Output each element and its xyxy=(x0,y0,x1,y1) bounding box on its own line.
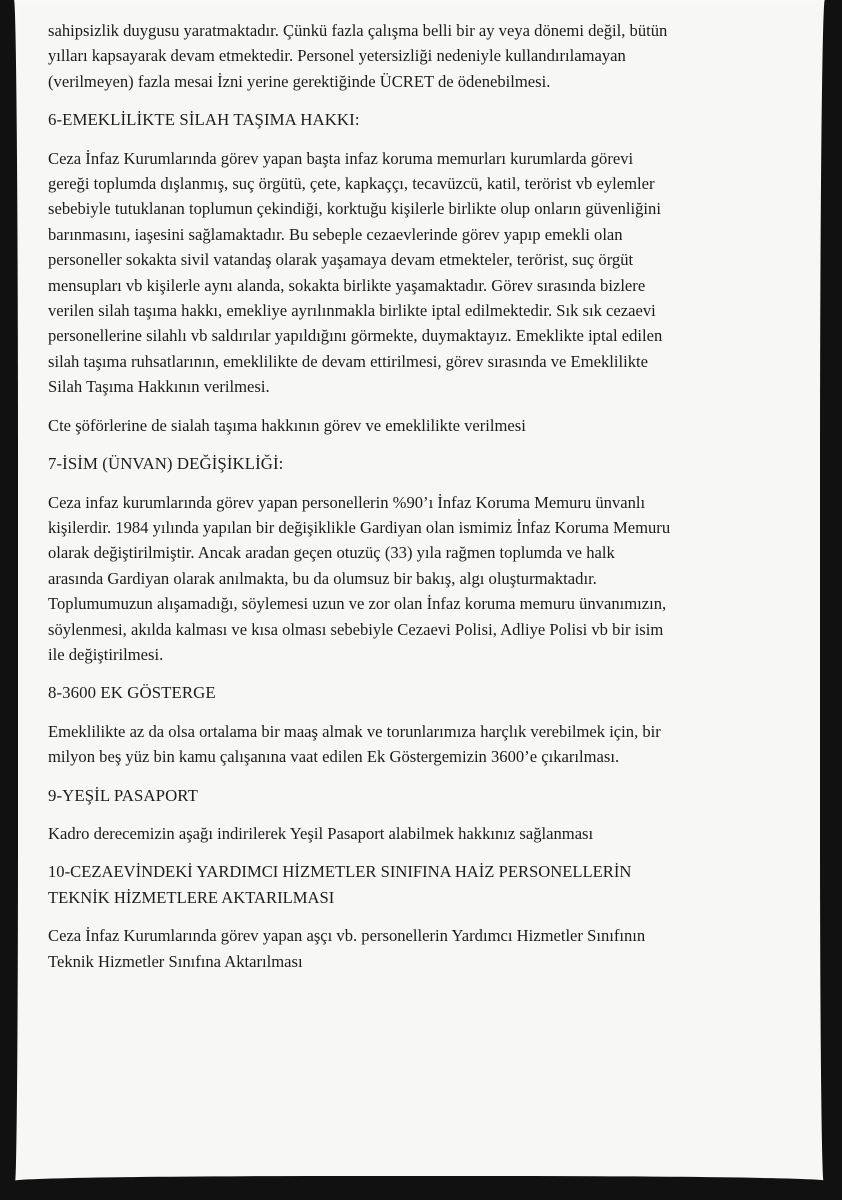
text-line: Teknik Hizmetler Sınıfına Aktarılması xyxy=(48,951,303,971)
section-6-paragraph xyxy=(48,146,798,400)
text-line: kişilerdir. 1984 yılında yapılan bir değişiklikle Gardiyan olan ismimiz İnfaz Koruma Memuru xyxy=(48,517,671,537)
section-8-paragraph xyxy=(48,719,798,770)
torn-left-edge xyxy=(8,0,18,1182)
section-10-heading xyxy=(48,859,798,910)
text-line: arasında Gardiyan olarak anılmakta, bu da olumsuz bir bakış, algı oluşturmaktadır. xyxy=(48,568,597,588)
text-line: gereği toplumda dışlanmış, suç örgütü, çete, kapkaççı, tecavüzcü, katil, terörist vb eylemler xyxy=(48,174,655,194)
text-line: söylenmesi, akılda kalması ve kısa olması sebebiyle Cezaevi Polisi, Adliye Polisi vb bir isim xyxy=(48,619,664,639)
intro-paragraph xyxy=(48,18,798,94)
text-line: sebebiyle tutuklanan toplumun çekindiği, korktuğu kişilerle birlikte olup onların güvenliğini xyxy=(48,199,661,219)
section-7-heading: 7-İSİM (ÜNVAN) DEĞİŞİKLİĞİ: xyxy=(48,454,284,474)
torn-bottom-edge xyxy=(14,1176,826,1188)
text-line: barınmasını, iaşesini sağlamaktadır. Bu sebeple cezaevlerinde görev yapıp emekli olan xyxy=(48,224,623,244)
text-line: mensupları vb kişilerle aynı alanda, sokakta birlikte yaşamaktadır. Görev sırasında bizlere xyxy=(48,275,646,295)
section-8-heading: 8-3600 EK GÖSTERGE xyxy=(48,683,216,703)
text-line: Emeklilikte az da olsa ortalama bir maaş almak ve torunlarımıza harçlık verebilmek için, bir xyxy=(48,721,661,741)
section-6-heading: 6-EMEKLİLİKTE SİLAH TAŞIMA HAKKI: xyxy=(48,110,360,130)
text-line: yılları kapsayarak devam etmektedir. Personel yetersizliği nedeniyle kullandırılamayan xyxy=(48,46,626,66)
text-line: verilen silah taşıma hakkı, emekliye ayrılınmakla birlikte iptal edilmektedir. Sık sık cezaevi xyxy=(48,301,656,321)
text-line: Silah Taşıma Hakkının verilmesi. xyxy=(48,377,270,397)
heading-line: 10-CEZAEVİNDEKİ YARDIMCI HİZMETLER SINIFINA HAİZ PERSONELLERİN xyxy=(48,862,632,882)
text-line: Toplumumuzun alışamadığı, söylemesi uzun ve zor olan İnfaz koruma memuru ünvanımızın, xyxy=(48,594,667,614)
text-line: (verilmeyen) fazla mesai İzni yerine gerektiğinde ÜCRET de ödenebilmesi. xyxy=(48,71,551,91)
section-7-paragraph xyxy=(48,490,798,668)
text-line: milyon beş yüz bin kamu çalışanına vaat edilen Ek Göstergemizin 3600’e çıkarılması. xyxy=(48,747,620,767)
text-line: sahipsizlik duygusu yaratmaktadır. Çünkü fazla çalışma belli bir ay veya dönemi değil, bütün xyxy=(48,21,668,40)
text-line: personeller sokakta sivil vatandaş olarak yaşamaya devam etmekteler, terörist, suç örgüt xyxy=(48,250,634,270)
heading-line: TEKNİK HİZMETLERE AKTARILMASI xyxy=(48,887,335,907)
section-9-paragraph: Kadro derecemizin aşağı indirilerek Yeşil Pasaport alabilmek hakkınız sağlanması xyxy=(48,823,594,843)
text-line: Ceza İnfaz Kurumlarında görev yapan aşçı vb. personellerin Yardımcı Hizmetler Sınıfının xyxy=(48,926,646,946)
text-line: silah taşıma ruhsatlarının, emeklilikte de devam ettirilmesi, görev sırasında ve Emeklilikte xyxy=(48,351,648,371)
text-line: olarak değiştirilmiştir. Ancak aradan geçen otuzüç (33) yıla rağmen toplumda ve halk xyxy=(48,543,615,563)
document-body xyxy=(48,18,798,974)
torn-right-edge xyxy=(820,0,832,1182)
section-10-paragraph xyxy=(48,923,798,974)
text-line: ile değiştirilmesi. xyxy=(48,644,164,664)
text-line: Ceza infaz kurumlarında görev yapan personellerin %90’ı İnfaz Koruma Memuru ünvanlı xyxy=(48,492,646,512)
text-line: Ceza İnfaz Kurumlarında görev yapan başta infaz koruma memurları kurumlarda görevi xyxy=(48,148,634,168)
section-9-heading: 9-YEŞİL PASAPORT xyxy=(48,785,198,805)
text-line: personellerine silahlı vb saldırılar yapıldığını görmekte, duymaktayız. Emeklikte iptal edilen xyxy=(48,326,663,346)
section-6-note: Cte şöförlerine de sialah taşıma hakkının görev ve emeklilikte verilmesi xyxy=(48,415,526,435)
